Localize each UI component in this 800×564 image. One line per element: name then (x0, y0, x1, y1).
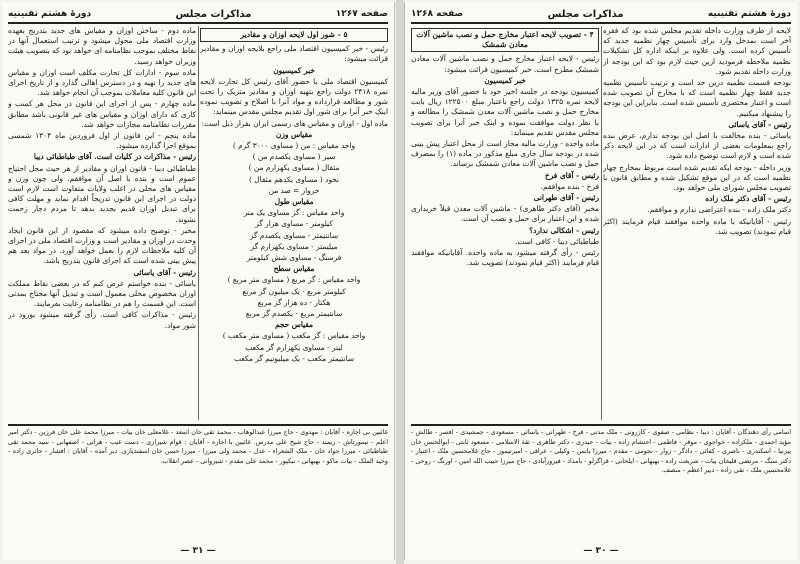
speaker-line: رئیس - آقای یاسائی (728, 119, 791, 129)
speaker-line: رئیس - آقای فرخ (544, 170, 599, 180)
paragraph: رئیس - آقایانیکه با ماده واحده موافقند قیام فرمایند (اکثر قیام نمودند) تصویب شد. (603, 216, 791, 236)
column-divider (198, 26, 199, 420)
right-page-header (411, 6, 791, 24)
commission-report-title: خبر کمیسیون (484, 75, 526, 85)
weight-unit: واحد مقیاس : من ( مساوی ۳۰۰۰ گرم ) (232, 141, 356, 151)
paragraph: یاسائی - بنده خواستم عرض کنم که در بعضی نقاط مملکت اوزان مخصوص محلی معمول است و تبدیل آنها محتاج بمدتی است. این قسمت را هم در نظامنامه رعایت بفرمایند. (8, 278, 196, 309)
paragraph: رئیس - مذاکرات کافی است. رأی گرفته میشود بورود در شور مواد. (8, 310, 196, 330)
weight-row: خروار = صد من (268, 185, 320, 195)
paragraph: وزیر داخله - بودجه ایکه تقدیم شده است مربوط بمخارج چهار نظمیه است که در این موقع تشکیل شده و مطابق قانون با تصویب مجلس شورای ملی خواهد بود. (603, 162, 791, 193)
length-unit: واحد مقیاس : گز مساوی یک متر (243, 208, 345, 218)
paragraph: ماده اول - اوزان و مقیاس های رسمی ایران بقرار ذیل است: (201, 118, 388, 128)
left-page-column-right (200, 26, 388, 420)
area-row: کیلومتر مربع - یک میلیون گز مربع (242, 286, 346, 296)
right-page-session: دورهٔ هشتم تقنینیه (707, 9, 791, 19)
right-page (404, 2, 797, 560)
area-title: مقیاس سطح (273, 264, 315, 274)
area-row: سانتیمتر مربع - یکصدم گز مربع (245, 309, 343, 319)
left-page-number-label: صفحه ۱۲۶۷ (335, 9, 388, 19)
paragraph: ماده دوم - ساختن اوزان و مقیاس های جدید بتدریج بعهده وزارت اقتصاد ملی محول میشود و ترتیب استعمال آنها در نقاط مختلف بموجب نظامنامه ای خواهد بود که بتصویب هیئت وزیران خواهد رسید. (8, 26, 196, 66)
paragraph: رئیس - خبر کمیسیون اقتصاد ملی راجع بلایحه اوزان و مقادیر قرائت میشود: (200, 44, 388, 64)
right-page-column-left (411, 26, 599, 420)
speaker-line: رئیس - مذاکرات در کلیات است. آقای طباطبائی دیبا (33, 152, 196, 162)
length-row: میلیمتر - مساوی یکهزارم گز (250, 241, 338, 251)
paragraph: طباطبائی دیبا - قانون اوزان و مقادیر از هر حیث محل احتیاج عموم است و بنده با اصل آن موافقم. ولی چون وزن و مقیاس های محلی در اغلب ولایات متفاوت است لازم است دولت در اجرای این قانون تدریجاً اقدام نماید و مهلت کافی برای تبدیل اوزان قدیم بجدید بدهد تا مردم دچار زحمت نشوند. (8, 163, 196, 224)
left-page-number: ۳۱ (192, 546, 204, 556)
left-page (2, 2, 395, 560)
paragraph: ماده واحده - وزارت مالیه مجاز است از محل اعتبار پیش بینی شده در بودجه سال جاری مبلغ مذکور در ماده (۱) را بمصرف حمل و نصب ماشین آلات معادن شمشک برساند. (411, 139, 599, 169)
paragraph: کمیسیون اقتصاد ملی با حضور آقای رئیس کل تجارت لایحه نمره ۲۴۱۸ دولت راجع بتهیه اوزان و مقادیر متریک را تحت شور و مطالعه قرارداده و مواد آنرا با اصلاح و تصویب نموده اینک خبر آنرا برای شور اول تقدیم مجلس مقدس مینماید: (200, 76, 388, 117)
left-page-header (8, 6, 388, 24)
volume-row: سانتیمتر مکعب - یک میلیونیم گز مکعب (233, 353, 355, 363)
right-page-bottom-number: — ۳۰ — (583, 546, 619, 556)
weight-title: مقیاس وزن (275, 129, 313, 139)
length-row: کیلومتر - مساوی هزار گز (255, 219, 333, 229)
right-page-number: ۳۰ (595, 546, 607, 556)
left-page-title: مذاکرات مجلس (175, 8, 252, 20)
right-page-title: مذاکرات مجلس (547, 8, 624, 20)
paragraph: مخبر (آقای دکتر طاهری) - ماشین آلات معدن قبلاً خریداری شده و این اعتبار برای حمل و نصب آن است. (411, 204, 599, 224)
left-page-column-left (8, 26, 196, 420)
volume-row: لیتر - مساوی یکهزارم گز مکعب (245, 342, 343, 352)
commission-report-title: خبر کمیسیون (273, 65, 315, 75)
paragraph: فرخ - بنده موافقم. (540, 181, 599, 191)
left-page-footer-notes: غائبین بی اجازه - آقایان : مهدوی - حاج میرزا عبدالوهاب - محمد تقی خان اسعد - غلامعلی خان بیات - میرزا محمد علی خان فرزین - دکتر امیر اعلم - تیمورتاش - ریمند - حاج شیخ علی مدرس. غائبین با اجازه - آقایان : قوام شیرازی - دست غیب - هراتی - اصفهانی - سید محمد تقی طباطبائی - میرزا جواد خان - ملک الشعراء - عدل - محمد ولی میرزا - میرزا حسن خان اسفندیاری. دیر آمده - آقایان : افشار - حائری زاده - وحید الملک - بیات ماکو - بهبهانی - نیکپور - محمد علی مقدم - شیروانی - عصر انقلاب. (8, 424, 388, 546)
paragraph: طباطبائی دیبا - کافی است. (515, 236, 599, 246)
speaker-line: رئیس - اشکالی ندارد؟ (529, 225, 599, 235)
section-heading-mines: ۴ - تصویب لایحه اعتبار مخارج حمل و نصب ماشین آلات معادن شمشک (411, 28, 599, 52)
weight-row: سیر ( مساوی یکصدم من ) (252, 152, 336, 162)
volume-title: مقیاس حجم (274, 320, 314, 330)
book-gutter (396, 0, 404, 564)
speaker-line: رئیس - آقای دکتر ملک زاده (705, 194, 791, 204)
right-page-footer-notes: اسامی رأی دهندگان - آقایان : دیبا - نظامی - صفوی - کازرونی - ملک مدنی - فرخ - طهرانی - یاسائی - مسعودی - جمشیدی - افسر - طالش - مؤید احمدی - ملکزاده - خواجوی - موقر - فاطمی - احتشام زاده - بیات - حیدری - دکتر طاهری - ثقة الاسلامی - مسعود ثابتی - ابوالحسن خان پیرنیا - اسکندری - ناصری - کفائی - دادگر - زوار - نجومی - مقدم - میرزا یانس - وکیلی - عراقی - امیرتیمور - حاج غلامحسین ملک - اعتبار - دکتر سنگ - مرتضی قلیخان بیات - شریعت زاده - بهبهانی - ایلخانی - قراگزلو - بامداد - فیروزآبادی - حاج میرزا حبیب الله امین - اورنگ - روحی - غلامحسین ملک - تقی زاده - دبیر اعظم - منصف. (411, 424, 791, 546)
weight-row: مثقال ( مساوی یکهزارم من ) (248, 163, 340, 173)
paragraph: رئیس - رأی گرفته میشود به ماده واحده. آقایانیکه موافقند قیام فرمایند (اکثر قیام نمودند) تصویب شد. (411, 248, 599, 268)
weight-row: نخود ( مساوی یکدهم مثقال ) (249, 174, 339, 184)
speaker-line: رئیس - آقای طهرانی (533, 193, 599, 203)
section-heading-weights: ۵ - شور اول لایحه اوزان و مقادیر (200, 28, 388, 42)
length-row: سانتیمتر - مساوی یکصدم گز (249, 230, 339, 240)
paragraph: مخبر - توضیح داده میشود که مقصود از این قانون ایجاد وحدت در اوزان و مقادیر است و وزارت اقتصاد ملی در اجرای آن کلیه ملاحظات لازم را بعمل خواهد آورد. در مواد بعد هم پیش بینی شده است که اجرای قانون بتدریج باشد. (8, 225, 196, 266)
paragraph: دکتر ملک زاده - بنده اعتراضی ندارم و موافقم. (647, 205, 791, 215)
paragraph: ماده چهارم - پس از اجرای این قانون در محل هر کسب و کاری که دارای اوزان و مقیاس های غیر قانونی باشد مطابق مقررات نظامنامه مجازات خواهد شد. (8, 99, 196, 129)
paragraph: بودجه قسمت نظمیه درین حد است و ترتیب تأسیس نظمیه جدید فقط چهار نظمیه است که با مخارج آن تصویب شده است و اعتبار مختصری تأسیس شده است. بنابراین این بودجه را پیشنهاد میکنیم. (603, 78, 791, 118)
left-page-session: دورهٔ هشتم تقنینیه (8, 9, 92, 19)
length-row: فرسنگ - مساوی شش کیلومتر (246, 253, 342, 263)
column-divider (601, 26, 602, 420)
right-page-number-label: صفحه ۱۲۶۸ (411, 9, 464, 19)
paragraph: یاسائی - بنده مخالفت با اصل این بودجه ندارم، عرض بنده راجع بمعلومات بعضی از ادارات است که در این لایحه ذکر شده است و لازم است توضیح داده شود. (603, 131, 791, 161)
area-row: هکتار - ده هزار گز مربع (257, 297, 331, 307)
volume-unit: واحد مقیاس : گز مکعب ( مساوی متر مکعب ) (222, 331, 366, 341)
paragraph: ماده سوم - ادارات کل تجارت مکلف است اوزان و مقیاس های جدید را تهیه و در دسترس اهالی گذارد و از تاریخ اجرای این قانون کلیه معاملات بموجب آن انجام خواهد شد. (8, 67, 196, 98)
paragraph: کمیسیون بودجه در جلسه اخیر خود با حضور آقای وزیر مالیه لایحه نمره ۱۳۲۵ دولت راجع باعتبار مبلغ ۱۲۲۵۰۰ ریال بابت مخارج حمل و نصب ماشین آلات معدن شمشک را مطالعه و با نظر دولت موافقت نموده و اینک خبر آنرا برای تصویب مجلس مقدس تقدیم مینماید: (411, 87, 599, 137)
paragraph: رئیس - لایحه اعتبار مخارج حمل و نصب ماشین آلات معادن شمشک مطرح است. خبر کمیسیون قرائت میشود: (411, 54, 599, 74)
left-page-bottom-number: — ۳۱ — (180, 546, 216, 556)
right-page-column-right (603, 26, 791, 420)
area-unit: واحد مقیاس : گز مربع ( مساوی متر مربع ) (227, 275, 361, 285)
length-title: مقیاس طول (274, 197, 314, 207)
paragraph: ماده پنجم - این قانون از اول فروردین ماه ۱۳۰۴ شمسی بموقع اجرا گذارده میشود. (8, 131, 196, 151)
speaker-line: رئیس - آقای یاسائی (133, 267, 196, 277)
paragraph: لایحه از طرف وزارت داخله تقدیم مجلس شده بود که فقره آخر است بمدخل وارد برای تأسیس چهار نظمیه جدید که تأسیس کرده است. ولی علاوه بر اینکه اداره کل تشکیلات نظمیه ملاحظه فرمودید ازین حیث لازم بود که این بودجه از وزارت داخله تقدیم شود. (603, 26, 791, 76)
